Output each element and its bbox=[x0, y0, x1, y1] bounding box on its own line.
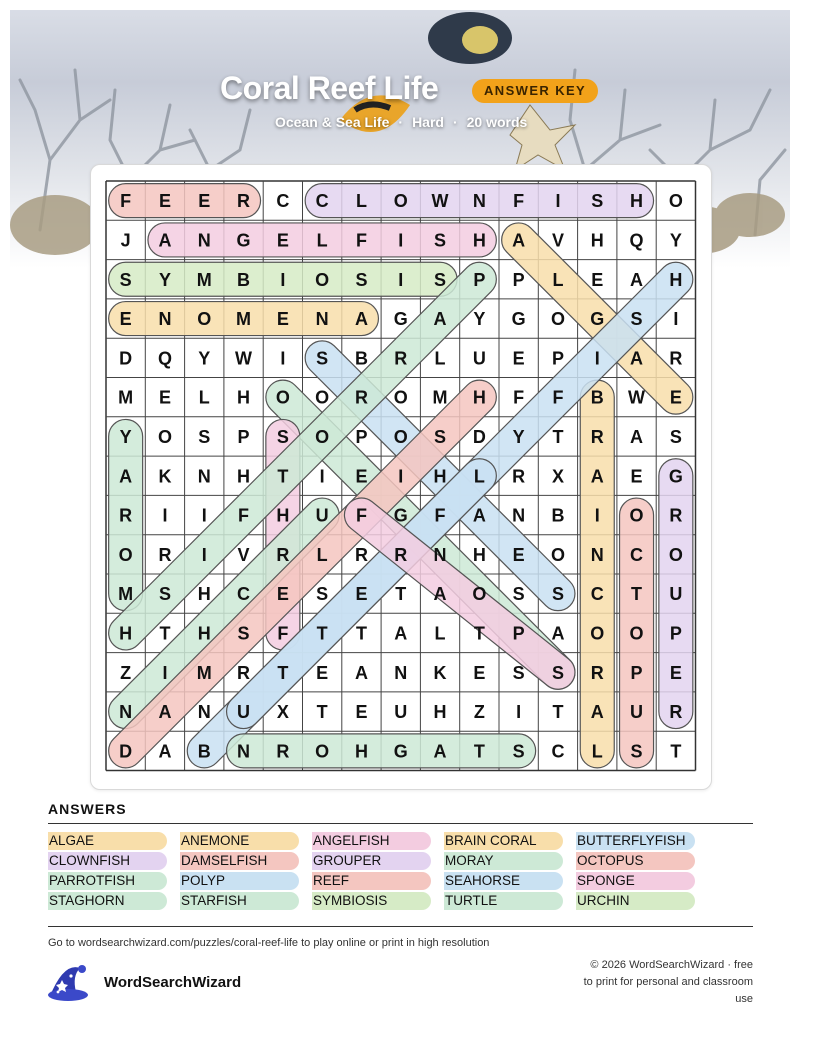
grid-letter: I bbox=[516, 702, 522, 723]
grid-letter: S bbox=[591, 191, 604, 212]
grid-letter: I bbox=[555, 191, 561, 212]
grid-letter: N bbox=[197, 466, 211, 487]
grid-letter: H bbox=[237, 466, 251, 487]
grid-letter: T bbox=[395, 584, 407, 605]
grid-letter: L bbox=[198, 387, 210, 408]
grid-letter: S bbox=[512, 741, 525, 762]
grid-letter: O bbox=[315, 387, 330, 408]
grid-letter: L bbox=[552, 269, 564, 290]
grid-letter: N bbox=[237, 741, 251, 762]
answer-word: PARROTFISH bbox=[48, 872, 167, 890]
grid-letter: P bbox=[473, 269, 486, 290]
grid-letter: E bbox=[355, 466, 368, 487]
grid-letter: C bbox=[590, 584, 604, 605]
grid-letter: H bbox=[669, 269, 683, 290]
grid-letter: T bbox=[473, 623, 485, 644]
letter-grid bbox=[91, 165, 711, 789]
copyright-text: © 2026 WordSearchWizard · free to print for personal and classroom use bbox=[583, 959, 753, 1005]
grid-letter: W bbox=[431, 191, 449, 212]
grid-letter: A bbox=[433, 741, 447, 762]
grid-letter: I bbox=[201, 544, 207, 565]
grid-letter: F bbox=[434, 505, 446, 526]
grid-letter: Z bbox=[473, 702, 485, 723]
grid-letter: O bbox=[629, 505, 644, 526]
grid-letter: N bbox=[433, 544, 447, 565]
answer-word: STAGHORN bbox=[48, 892, 167, 910]
word-highlight bbox=[227, 734, 536, 768]
grid-letter: Q bbox=[157, 348, 172, 369]
grid-letter: E bbox=[316, 662, 329, 683]
grid-letter: H bbox=[354, 741, 368, 762]
grid-letter: L bbox=[316, 230, 328, 251]
grid-letter: H bbox=[472, 230, 486, 251]
grid-letter: A bbox=[551, 623, 565, 644]
grid-letter: A bbox=[158, 230, 172, 251]
grid-letter: K bbox=[158, 466, 172, 487]
grid-letter: F bbox=[238, 505, 250, 526]
grid-letter: R bbox=[158, 544, 172, 565]
footer-url-text: Go to wordsearchwizard.com/puzzles/coral-reef-life to play online or print in high resolution bbox=[48, 937, 490, 949]
grid-letter: H bbox=[433, 466, 447, 487]
grid-letter: I bbox=[162, 505, 168, 526]
grid-letter: Q bbox=[629, 230, 644, 251]
category-label: Ocean & Sea Life bbox=[275, 114, 390, 130]
grid-letter: Y bbox=[158, 269, 171, 290]
grid-letter: N bbox=[590, 544, 604, 565]
grid-letter: I bbox=[280, 269, 286, 290]
grid-letter: E bbox=[669, 662, 682, 683]
grid-letter: S bbox=[316, 584, 329, 605]
grid-letter: U bbox=[472, 348, 486, 369]
grid-letter: N bbox=[472, 191, 486, 212]
grid-letter: F bbox=[552, 387, 564, 408]
grid-letter: V bbox=[551, 230, 564, 251]
grid-letter: I bbox=[398, 269, 404, 290]
answer-key-badge: ANSWER KEY bbox=[472, 79, 598, 103]
grid-letter: H bbox=[472, 544, 486, 565]
answer-word: STARFISH bbox=[180, 892, 299, 910]
grid-letter: F bbox=[355, 230, 367, 251]
grid-letter: A bbox=[354, 309, 368, 330]
grid-letter: E bbox=[669, 387, 682, 408]
grid-letter: U bbox=[669, 584, 683, 605]
grid-letter: E bbox=[512, 544, 525, 565]
grid-letter: T bbox=[552, 702, 564, 723]
grid-letter: R bbox=[590, 662, 604, 683]
grid-letter: T bbox=[316, 702, 328, 723]
grid-letter: L bbox=[355, 191, 367, 212]
grid-letter: U bbox=[237, 702, 251, 723]
grid-letter: H bbox=[119, 623, 133, 644]
grid-letter: E bbox=[630, 466, 643, 487]
grid-letter: R bbox=[394, 348, 408, 369]
answer-word: SEAHORSE bbox=[444, 872, 563, 890]
grid-letter: S bbox=[512, 662, 525, 683]
answer-word: CLOWNFISH bbox=[48, 852, 167, 870]
grid-letter: S bbox=[512, 584, 525, 605]
grid-letter: G bbox=[668, 466, 683, 487]
grid-letter: A bbox=[590, 702, 604, 723]
grid-letter: H bbox=[433, 702, 447, 723]
grid-letter: P bbox=[669, 623, 682, 644]
answer-word: REEF bbox=[312, 872, 431, 890]
grid-letter: F bbox=[513, 191, 525, 212]
grid-letter: A bbox=[354, 662, 368, 683]
grid-letter: H bbox=[197, 623, 211, 644]
grid-letter: I bbox=[162, 662, 168, 683]
grid-letter: R bbox=[512, 466, 526, 487]
grid-letter: R bbox=[237, 662, 251, 683]
grid-letter: T bbox=[277, 662, 289, 683]
grid-letter: A bbox=[158, 702, 172, 723]
grid-letter: I bbox=[319, 466, 325, 487]
grid-letter: Y bbox=[669, 230, 682, 251]
grid-letter: M bbox=[118, 387, 134, 408]
grid-letter: E bbox=[512, 348, 525, 369]
answer-word: TURTLE bbox=[444, 892, 563, 910]
grid-letter: H bbox=[630, 191, 644, 212]
grid-letter: E bbox=[473, 662, 486, 683]
answer-word: DAMSELFISH bbox=[180, 852, 299, 870]
grid-letter: A bbox=[472, 505, 486, 526]
answer-word: ANGELFISH bbox=[312, 832, 431, 850]
grid-letter: G bbox=[511, 309, 526, 330]
grid-letter: N bbox=[119, 702, 133, 723]
grid-letter: X bbox=[276, 702, 289, 723]
grid-letter: N bbox=[197, 230, 211, 251]
grid-letter: R bbox=[276, 741, 290, 762]
grid-letter: E bbox=[158, 387, 171, 408]
grid-letter: M bbox=[196, 662, 212, 683]
grid-letter: T bbox=[473, 741, 485, 762]
grid-letter: M bbox=[432, 387, 448, 408]
grid-letter: O bbox=[668, 544, 683, 565]
grid-letter: E bbox=[355, 702, 368, 723]
grid-letter: O bbox=[550, 544, 565, 565]
grid-letter: K bbox=[433, 662, 447, 683]
grid-letter: I bbox=[594, 505, 600, 526]
grid-letter: O bbox=[315, 426, 330, 447]
grid-letter: Y bbox=[198, 348, 211, 369]
grid-letter: E bbox=[276, 230, 289, 251]
word-count-label: 20 words bbox=[466, 114, 528, 130]
grid-letter: S bbox=[551, 662, 564, 683]
grid-letter: Y bbox=[512, 426, 525, 447]
grid-letter: P bbox=[355, 426, 368, 447]
answer-word: ALGAE bbox=[48, 832, 167, 850]
grid-letter: L bbox=[591, 741, 603, 762]
grid-letter: R bbox=[276, 544, 290, 565]
meta-separator: · bbox=[452, 114, 458, 130]
grid-letter: S bbox=[669, 426, 682, 447]
grid-letter: S bbox=[316, 348, 329, 369]
grid-letter: A bbox=[630, 426, 644, 447]
grid-letter: T bbox=[631, 584, 643, 605]
grid-letter: Y bbox=[473, 309, 486, 330]
grid-letter: Z bbox=[120, 662, 132, 683]
grid-letter: O bbox=[118, 544, 133, 565]
grid-letter: P bbox=[512, 269, 525, 290]
grid-letter: H bbox=[472, 387, 486, 408]
grid-letter: V bbox=[237, 544, 250, 565]
grid-letter: B bbox=[590, 387, 604, 408]
grid-letter: R bbox=[354, 544, 368, 565]
grid-letter: W bbox=[235, 348, 253, 369]
grid-letter: S bbox=[434, 230, 447, 251]
grid-letter: U bbox=[315, 505, 329, 526]
grid-letter: R bbox=[590, 426, 604, 447]
puzzle-meta bbox=[275, 114, 527, 130]
grid-letter: T bbox=[552, 426, 564, 447]
grid-letter: O bbox=[393, 191, 408, 212]
grid-letter: O bbox=[393, 387, 408, 408]
grid-letter: A bbox=[433, 584, 447, 605]
grid-letter: E bbox=[198, 191, 211, 212]
grid-letter: N bbox=[394, 662, 408, 683]
grid-letter: N bbox=[158, 309, 172, 330]
grid-letter: T bbox=[355, 623, 367, 644]
grid-letter: R bbox=[669, 348, 683, 369]
grid-letter: O bbox=[315, 741, 330, 762]
grid-letter: E bbox=[591, 269, 604, 290]
grid-letter: E bbox=[158, 191, 171, 212]
grid-letter: R bbox=[237, 191, 251, 212]
divider bbox=[48, 926, 753, 927]
grid-letter: T bbox=[670, 741, 682, 762]
answer-word: GROUPER bbox=[312, 852, 431, 870]
grid-letter: H bbox=[237, 387, 251, 408]
grid-letter: S bbox=[355, 269, 368, 290]
grid-letter: B bbox=[197, 741, 211, 762]
grid-letter: X bbox=[551, 466, 564, 487]
grid-letter: U bbox=[394, 702, 408, 723]
grid-letter: G bbox=[393, 309, 408, 330]
difficulty-label: Hard bbox=[412, 114, 444, 130]
grid-letter: T bbox=[277, 466, 289, 487]
grid-letter: O bbox=[668, 191, 683, 212]
grid-letter: S bbox=[630, 741, 643, 762]
grid-letter: O bbox=[629, 623, 644, 644]
answer-word: BUTTERFLYFISH bbox=[576, 832, 695, 850]
grid-letter: S bbox=[434, 426, 447, 447]
grid-letter: P bbox=[630, 662, 643, 683]
puzzle-title: Coral Reef Life bbox=[220, 70, 439, 106]
grid-letter: D bbox=[119, 348, 133, 369]
grid-letter: N bbox=[512, 505, 526, 526]
grid-letter: L bbox=[473, 466, 485, 487]
grid-letter: G bbox=[393, 741, 408, 762]
grid-letter: S bbox=[434, 269, 447, 290]
grid-letter: G bbox=[393, 505, 408, 526]
grid-letter: O bbox=[590, 623, 605, 644]
grid-letter: H bbox=[197, 584, 211, 605]
grid-letter: A bbox=[512, 230, 526, 251]
grid-letter: S bbox=[551, 584, 564, 605]
answer-word: BRAIN CORAL bbox=[444, 832, 563, 850]
grid-letter: T bbox=[316, 623, 328, 644]
grid-letter: A bbox=[158, 741, 172, 762]
grid-letter: W bbox=[628, 387, 646, 408]
meta-separator: · bbox=[398, 114, 404, 130]
grid-letter: O bbox=[315, 269, 330, 290]
answer-word: URCHIN bbox=[576, 892, 695, 910]
grid-letter: H bbox=[276, 505, 290, 526]
grid-letter: S bbox=[158, 584, 171, 605]
grid-letters bbox=[118, 191, 683, 761]
grid-letter: Y bbox=[119, 426, 132, 447]
grid-letter: A bbox=[433, 309, 447, 330]
grid-letter: I bbox=[594, 348, 600, 369]
grid-letter: D bbox=[472, 426, 486, 447]
grid-letter: N bbox=[197, 702, 211, 723]
grid-letter: S bbox=[198, 426, 211, 447]
grid-letter: I bbox=[398, 230, 404, 251]
grid-letter: O bbox=[275, 387, 290, 408]
grid-letter: O bbox=[393, 426, 408, 447]
grid-letter: I bbox=[673, 309, 679, 330]
answer-word: MORAY bbox=[444, 852, 563, 870]
grid-letter: G bbox=[236, 230, 251, 251]
grid-letter: D bbox=[119, 741, 133, 762]
grid-letter: F bbox=[277, 623, 289, 644]
grid-letter: R bbox=[119, 505, 133, 526]
grid-letter: R bbox=[354, 387, 368, 408]
grid-letter: I bbox=[280, 348, 286, 369]
grid-letter: O bbox=[157, 426, 172, 447]
grid-letter: M bbox=[118, 584, 134, 605]
grid-letter: N bbox=[315, 309, 329, 330]
grid-letter: O bbox=[550, 309, 565, 330]
grid-letter: I bbox=[398, 466, 404, 487]
grid-letter: P bbox=[551, 348, 564, 369]
grid-letter: M bbox=[236, 309, 252, 330]
wizard-hat-icon bbox=[46, 962, 92, 1007]
grid-letter: B bbox=[237, 269, 251, 290]
grid-letter: T bbox=[159, 623, 171, 644]
grid-letter: F bbox=[355, 505, 367, 526]
answers-heading: ANSWERS bbox=[48, 801, 127, 817]
answer-word: ANEMONE bbox=[180, 832, 299, 850]
grid-letter: B bbox=[354, 348, 368, 369]
grid-letter: B bbox=[551, 505, 565, 526]
grid-letter: G bbox=[590, 309, 605, 330]
grid-letter: P bbox=[237, 426, 250, 447]
grid-letter: A bbox=[394, 623, 408, 644]
grid-letter: A bbox=[630, 269, 644, 290]
grid-letter: R bbox=[394, 544, 408, 565]
grid-letter: A bbox=[630, 348, 644, 369]
grid-letter: R bbox=[669, 505, 683, 526]
grid-letter: P bbox=[512, 623, 525, 644]
grid-letter: L bbox=[316, 544, 328, 565]
grid-letter: S bbox=[237, 623, 250, 644]
divider bbox=[48, 823, 753, 824]
grid-letter: R bbox=[669, 702, 683, 723]
grid-letter: S bbox=[119, 269, 132, 290]
grid-letter: C bbox=[237, 584, 251, 605]
grid-letter: L bbox=[434, 348, 446, 369]
answer-word: OCTOPUS bbox=[576, 852, 695, 870]
grid-letter: E bbox=[276, 309, 289, 330]
grid-letter: E bbox=[119, 309, 132, 330]
grid-letter: M bbox=[196, 269, 212, 290]
answer-word: SYMBIOSIS bbox=[312, 892, 431, 910]
answer-word: SPONGE bbox=[576, 872, 695, 890]
grid-letter: S bbox=[630, 309, 643, 330]
grid-letter: L bbox=[434, 623, 446, 644]
grid-letter: C bbox=[315, 191, 329, 212]
grid-letter: F bbox=[120, 191, 132, 212]
grid-letter: O bbox=[472, 584, 487, 605]
grid-letter: C bbox=[551, 741, 565, 762]
grid-letter: A bbox=[119, 466, 133, 487]
brand-name: WordSearchWizard bbox=[104, 974, 242, 991]
grid-letter: E bbox=[355, 584, 368, 605]
grid-letter: O bbox=[197, 309, 212, 330]
grid-letter: H bbox=[590, 230, 604, 251]
puzzle-card bbox=[90, 164, 712, 790]
grid-letter: I bbox=[201, 505, 207, 526]
grid-letter: C bbox=[276, 191, 290, 212]
answer-word: POLYP bbox=[180, 872, 299, 890]
grid-letter: U bbox=[630, 702, 644, 723]
grid-letter: S bbox=[276, 426, 289, 447]
grid-letter: C bbox=[630, 544, 644, 565]
grid-letter: J bbox=[120, 230, 131, 251]
grid-letter: A bbox=[590, 466, 604, 487]
grid-letter: E bbox=[276, 584, 289, 605]
grid-letter: F bbox=[513, 387, 525, 408]
